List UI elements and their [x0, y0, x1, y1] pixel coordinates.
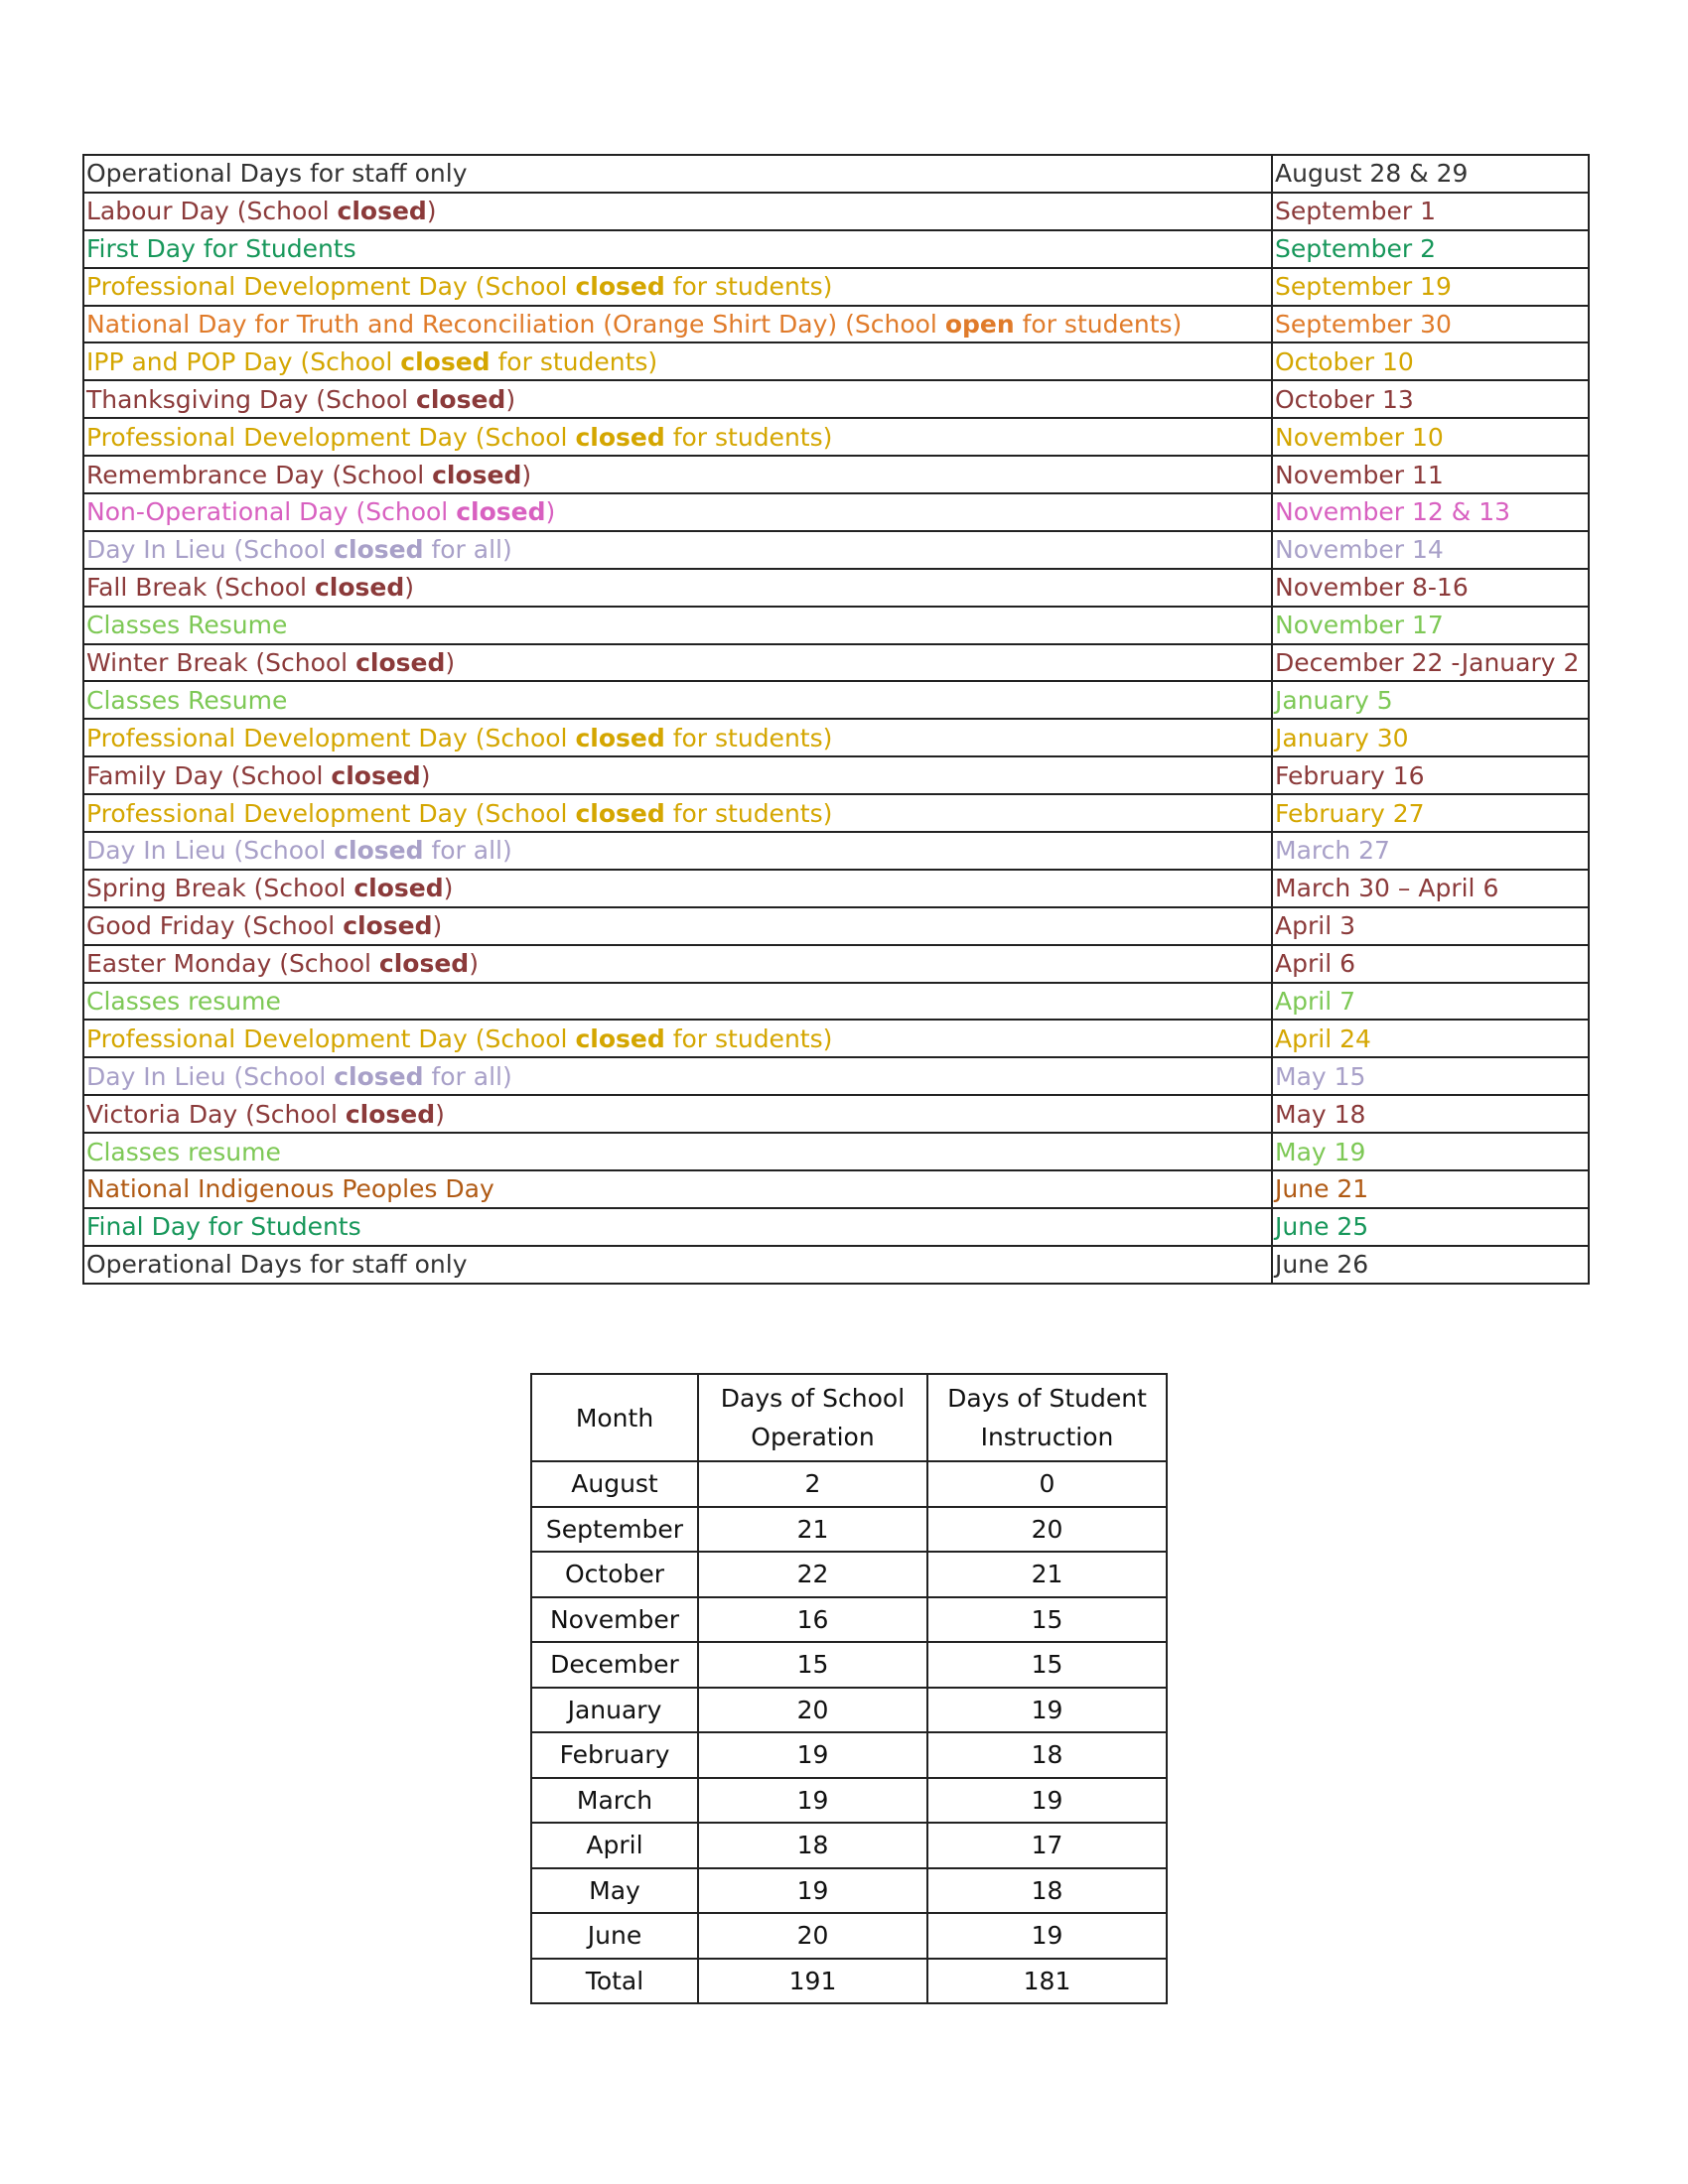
event-text: Good Friday (School — [86, 911, 344, 941]
summary-row — [531, 1913, 1167, 1959]
calendar-row — [83, 1057, 1589, 1095]
event-status-emphasis: closed — [456, 497, 546, 527]
event-name — [83, 756, 1272, 794]
summary-row — [531, 1642, 1167, 1688]
event-text: ) — [426, 197, 437, 226]
operation-days-cell: 15 — [698, 1642, 927, 1688]
days-summary-header — [531, 1374, 1167, 1461]
event-date: February 16 — [1272, 756, 1589, 794]
month-cell: March — [531, 1778, 698, 1824]
event-name — [83, 1020, 1272, 1057]
operation-days-cell: 191 — [698, 1959, 927, 2004]
event-date: June 25 — [1272, 1208, 1589, 1246]
header-days-operation: Days of School Operation — [698, 1374, 927, 1461]
calendar-row — [83, 870, 1589, 907]
operation-days-cell: 21 — [698, 1507, 927, 1553]
calendar-row — [83, 380, 1589, 418]
event-text: Final Day for Students — [86, 1212, 361, 1242]
calendar-row — [83, 342, 1589, 380]
event-text: ) — [404, 573, 415, 603]
calendar-row — [83, 1170, 1589, 1208]
event-status-emphasis: closed — [400, 346, 491, 376]
calendar-row — [83, 456, 1589, 493]
event-name — [83, 681, 1272, 719]
instruction-days-cell: 17 — [927, 1823, 1167, 1868]
operation-days-cell: 20 — [698, 1688, 927, 1733]
event-name — [83, 380, 1272, 418]
event-text: ) — [545, 497, 556, 527]
event-date: November 17 — [1272, 607, 1589, 644]
event-name — [83, 230, 1272, 268]
instruction-days-cell: 20 — [927, 1507, 1167, 1553]
event-status-emphasis: closed — [345, 1099, 436, 1129]
event-name — [83, 1246, 1272, 1284]
event-status-emphasis: closed — [416, 384, 506, 414]
operation-days-cell: 22 — [698, 1552, 927, 1597]
calendar-row — [83, 493, 1589, 531]
calendar-row — [83, 155, 1589, 193]
operation-days-cell: 18 — [698, 1823, 927, 1868]
event-text: Professional Development Day (School — [86, 272, 576, 302]
event-name — [83, 456, 1272, 493]
calendar-row — [83, 1246, 1589, 1284]
event-text: for all) — [423, 535, 512, 565]
event-text: Winter Break (School — [86, 648, 356, 678]
event-text: for students) — [490, 346, 658, 376]
event-text: ) — [505, 384, 516, 414]
month-cell: August — [531, 1461, 698, 1507]
event-date: November 14 — [1272, 531, 1589, 569]
operation-days-cell: 19 — [698, 1868, 927, 1914]
instruction-days-cell: 19 — [927, 1913, 1167, 1959]
event-text: Easter Monday (School — [86, 949, 379, 979]
event-text: ) — [420, 760, 431, 790]
calendar-row — [83, 230, 1589, 268]
event-date: January 30 — [1272, 719, 1589, 756]
event-date: May 18 — [1272, 1095, 1589, 1133]
event-date: June 21 — [1272, 1170, 1589, 1208]
event-date: August 28 & 29 — [1272, 155, 1589, 193]
event-text: ) — [432, 911, 443, 941]
event-status-emphasis: closed — [378, 949, 470, 979]
event-name — [83, 306, 1272, 343]
event-name — [83, 719, 1272, 756]
summary-row — [531, 1732, 1167, 1778]
instruction-days-cell: 0 — [927, 1461, 1167, 1507]
calendar-row — [83, 531, 1589, 569]
event-text: Classes Resume — [86, 685, 288, 715]
event-text: for students) — [1014, 310, 1183, 339]
calendar-row — [83, 832, 1589, 870]
calendar-row — [83, 607, 1589, 644]
event-text: Remembrance Day (School — [86, 460, 433, 489]
event-status-emphasis: closed — [575, 272, 665, 302]
month-cell: December — [531, 1642, 698, 1688]
instruction-days-cell: 15 — [927, 1642, 1167, 1688]
event-text: ) — [445, 648, 456, 678]
event-name — [83, 832, 1272, 870]
event-text: IPP and POP Day (School — [86, 346, 401, 376]
event-date: April 24 — [1272, 1020, 1589, 1057]
event-text: First Day for Students — [86, 234, 356, 264]
event-date: April 7 — [1272, 983, 1589, 1021]
event-date: June 26 — [1272, 1246, 1589, 1284]
event-date: May 15 — [1272, 1057, 1589, 1095]
days-summary-table — [530, 1373, 1168, 2004]
event-status-emphasis: closed — [575, 798, 665, 828]
instruction-days-cell: 19 — [927, 1688, 1167, 1733]
event-text: Day In Lieu (School — [86, 535, 335, 565]
event-text: for students) — [664, 1024, 833, 1053]
event-status-emphasis: closed — [353, 874, 444, 903]
event-text: Professional Development Day (School — [86, 1024, 576, 1053]
event-name — [83, 1057, 1272, 1095]
event-text: ) — [469, 949, 479, 979]
calendar-row — [83, 569, 1589, 607]
month-cell: April — [531, 1823, 698, 1868]
calendar-row — [83, 418, 1589, 456]
event-name — [83, 870, 1272, 907]
event-text: Day In Lieu (School — [86, 836, 335, 866]
event-status-emphasis: closed — [334, 535, 424, 565]
instruction-days-cell: 15 — [927, 1597, 1167, 1643]
event-name — [83, 1208, 1272, 1246]
month-cell: January — [531, 1688, 698, 1733]
calendar-row — [83, 719, 1589, 756]
event-name — [83, 607, 1272, 644]
event-name — [83, 644, 1272, 682]
event-text: Professional Development Day (School — [86, 723, 576, 752]
calendar-row — [83, 268, 1589, 306]
event-name — [83, 1095, 1272, 1133]
event-text: for students) — [664, 422, 833, 452]
calendar-row — [83, 756, 1589, 794]
event-date: September 2 — [1272, 230, 1589, 268]
event-text: Day In Lieu (School — [86, 1061, 335, 1091]
event-date: November 8-16 — [1272, 569, 1589, 607]
event-date: November 11 — [1272, 456, 1589, 493]
event-date: December 22 -January 2 — [1272, 644, 1589, 682]
event-text: Classes resume — [86, 987, 281, 1017]
summary-row — [531, 1688, 1167, 1733]
event-name — [83, 193, 1272, 230]
event-status-emphasis: closed — [432, 460, 522, 489]
event-text: Classes Resume — [86, 611, 288, 640]
event-text: Classes resume — [86, 1137, 281, 1166]
event-status-emphasis: closed — [334, 1061, 424, 1091]
calendar-row — [83, 1133, 1589, 1170]
event-name — [83, 418, 1272, 456]
event-text: for students) — [664, 272, 833, 302]
event-status-emphasis: closed — [575, 1024, 665, 1053]
calendar-row — [83, 1208, 1589, 1246]
operation-days-cell: 19 — [698, 1778, 927, 1824]
event-date: March 30 – April 6 — [1272, 870, 1589, 907]
event-text: ) — [521, 460, 532, 489]
summary-row — [531, 1778, 1167, 1824]
event-text: for students) — [664, 798, 833, 828]
event-text: National Indigenous Peoples Day — [86, 1174, 494, 1204]
event-text: for all) — [423, 1061, 512, 1091]
event-text: Operational Days for staff only — [86, 1250, 468, 1280]
summary-row — [531, 1507, 1167, 1553]
month-cell: November — [531, 1597, 698, 1643]
event-text: Family Day (School — [86, 760, 332, 790]
school-calendar-events-table — [82, 154, 1590, 1285]
event-status-emphasis: closed — [575, 723, 665, 752]
event-status-emphasis: open — [944, 310, 1015, 339]
event-text: Professional Development Day (School — [86, 422, 576, 452]
event-name — [83, 342, 1272, 380]
month-cell: June — [531, 1913, 698, 1959]
event-date: September 30 — [1272, 306, 1589, 343]
event-date: October 13 — [1272, 380, 1589, 418]
event-name — [83, 531, 1272, 569]
event-date: April 6 — [1272, 945, 1589, 983]
event-date: March 27 — [1272, 832, 1589, 870]
event-date: November 12 & 13 — [1272, 493, 1589, 531]
event-date: February 27 — [1272, 794, 1589, 832]
event-status-emphasis: closed — [314, 573, 405, 603]
calendar-row — [83, 794, 1589, 832]
days-summary-body — [531, 1461, 1167, 2003]
event-name — [83, 268, 1272, 306]
event-text: Thanksgiving Day (School — [86, 384, 417, 414]
event-name — [83, 569, 1272, 607]
event-status-emphasis: closed — [355, 648, 446, 678]
calendar-row — [83, 983, 1589, 1021]
calendar-row — [83, 945, 1589, 983]
calendar-row — [83, 306, 1589, 343]
event-text: Labour Day (School — [86, 197, 338, 226]
event-text: Non-Operational Day (School — [86, 497, 457, 527]
summary-row — [531, 1552, 1167, 1597]
calendar-row — [83, 1020, 1589, 1057]
event-name — [83, 1133, 1272, 1170]
summary-row — [531, 1461, 1167, 1507]
operation-days-cell: 16 — [698, 1597, 927, 1643]
summary-row — [531, 1959, 1167, 2004]
event-status-emphasis: closed — [334, 836, 424, 866]
month-cell: May — [531, 1868, 698, 1914]
event-name — [83, 493, 1272, 531]
month-cell: October — [531, 1552, 698, 1597]
operation-days-cell: 20 — [698, 1913, 927, 1959]
event-name — [83, 155, 1272, 193]
event-status-emphasis: closed — [331, 760, 421, 790]
month-cell: February — [531, 1732, 698, 1778]
instruction-days-cell: 181 — [927, 1959, 1167, 2004]
instruction-days-cell: 18 — [927, 1732, 1167, 1778]
event-date: January 5 — [1272, 681, 1589, 719]
header-row — [531, 1374, 1167, 1461]
header-month: Month — [531, 1374, 698, 1461]
event-date: October 10 — [1272, 342, 1589, 380]
event-text: Operational Days for staff only — [86, 159, 468, 189]
event-date: April 3 — [1272, 907, 1589, 945]
month-cell: Total — [531, 1959, 698, 2004]
summary-row — [531, 1823, 1167, 1868]
event-text: Professional Development Day (School — [86, 798, 576, 828]
event-text: ) — [443, 874, 454, 903]
event-name — [83, 945, 1272, 983]
instruction-days-cell: 21 — [927, 1552, 1167, 1597]
calendar-row — [83, 907, 1589, 945]
event-text: Spring Break (School — [86, 874, 354, 903]
operation-days-cell: 19 — [698, 1732, 927, 1778]
operation-days-cell: 2 — [698, 1461, 927, 1507]
instruction-days-cell: 18 — [927, 1868, 1167, 1914]
event-text: for all) — [423, 836, 512, 866]
event-date: May 19 — [1272, 1133, 1589, 1170]
event-name — [83, 1170, 1272, 1208]
event-name — [83, 794, 1272, 832]
event-text: for students) — [664, 723, 833, 752]
calendar-row — [83, 681, 1589, 719]
event-status-emphasis: closed — [337, 197, 427, 226]
event-text: National Day for Truth and Reconciliation (Orange Shirt Day) (School — [86, 310, 945, 339]
event-text: Victoria Day (School — [86, 1099, 346, 1129]
header-days-instruction: Days of Student Instruction — [927, 1374, 1167, 1461]
event-text: Fall Break (School — [86, 573, 315, 603]
event-status-emphasis: closed — [343, 911, 433, 941]
summary-row — [531, 1868, 1167, 1914]
event-name — [83, 907, 1272, 945]
summary-row — [531, 1597, 1167, 1643]
instruction-days-cell: 19 — [927, 1778, 1167, 1824]
event-name — [83, 983, 1272, 1021]
calendar-row — [83, 193, 1589, 230]
event-status-emphasis: closed — [575, 422, 665, 452]
events-table-body — [83, 155, 1589, 1284]
event-text: ) — [435, 1099, 445, 1129]
event-date: November 10 — [1272, 418, 1589, 456]
event-date: September 1 — [1272, 193, 1589, 230]
event-date: September 19 — [1272, 268, 1589, 306]
month-cell: September — [531, 1507, 698, 1553]
calendar-row — [83, 644, 1589, 682]
calendar-row — [83, 1095, 1589, 1133]
